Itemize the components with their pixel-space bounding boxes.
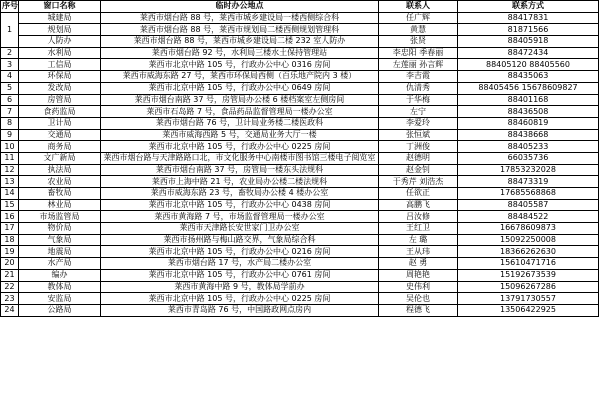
serial-cell: 2 (1, 47, 19, 59)
table-body (1, 12, 599, 316)
address-cell: 莱西市烟台路 17 号，水产局二楼办公室 (101, 258, 379, 270)
serial-cell: 11 (1, 152, 19, 164)
address-cell: 莱西市北京中路 105 号，行政办公中心 0225 房间 (101, 141, 379, 153)
window-name-cell: 畜牧局 (19, 188, 101, 200)
table-row (1, 12, 599, 24)
contact-cell: 吕汝修 (379, 211, 458, 223)
table-row (1, 71, 599, 83)
contact-cell: 张恒斌 (379, 129, 458, 141)
table-row (1, 106, 599, 118)
address-cell: 莱西市烟台路与天津路路口北，市文化服务中心南楼市图书馆三楼电子阅览室 (101, 152, 379, 164)
serial-cell: 6 (1, 94, 19, 106)
phone-cell: 88472434 (458, 47, 599, 59)
phone-cell: 18366262630 (458, 246, 599, 258)
window-name-cell: 卫计局 (19, 117, 101, 129)
serial-cell: 15 (1, 199, 19, 211)
serial-cell: 18 (1, 234, 19, 246)
window-name-cell: 食药监局 (19, 106, 101, 118)
address-cell: 莱西市威海东路 23 号，畜牧局办公楼 4 楼办公室 (101, 188, 379, 200)
serial-cell: 23 (1, 293, 19, 305)
serial-cell: 21 (1, 269, 19, 281)
address-cell: 莱西市北京中路 105 号，行政办公中心 0761 房间 (101, 269, 379, 281)
serial-cell: 10 (1, 141, 19, 153)
address-cell: 莱西市烟台路 92 号，水利局三楼水土保持管理站 (101, 47, 379, 59)
window-name-cell: 执法局 (19, 164, 101, 176)
phone-cell: 88417831 (458, 12, 599, 24)
phone-cell: 88435063 (458, 71, 599, 83)
header-phone: 联系方式 (458, 1, 599, 13)
address-cell: 莱西市青岛路 76 号，中国路政网点房内 (101, 304, 379, 316)
address-cell: 莱西市天津路长安世家门卫办公室 (101, 223, 379, 235)
serial-cell: 1 (1, 12, 19, 47)
phone-cell: 15096267286 (458, 281, 599, 293)
phone-cell: 88473319 (458, 176, 599, 188)
table-row (1, 281, 599, 293)
phone-cell: 88405587 (458, 199, 599, 211)
contact-cell: 王从玮 (379, 246, 458, 258)
window-name-cell: 商务局 (19, 141, 101, 153)
table-row (1, 199, 599, 211)
window-name-cell: 安监局 (19, 293, 101, 305)
window-name-cell: 公路局 (19, 304, 101, 316)
address-cell: 莱西市烟台路 76 号，卫计局业务楼二楼医政科 (101, 117, 379, 129)
table-row (1, 304, 599, 316)
header-window-name: 窗口名称 (19, 1, 101, 13)
table-row (1, 246, 599, 258)
phone-cell: 17685568868 (458, 188, 599, 200)
table-row (1, 36, 599, 48)
contact-cell: 高鹏飞 (379, 199, 458, 211)
window-name-cell: 人防办 (19, 36, 101, 48)
address-cell: 莱西市烟台路 88 号，莱西市城乡建设局一楼西侧综合科 (101, 12, 379, 24)
window-name-cell: 文广新局 (19, 152, 101, 164)
serial-cell: 12 (1, 164, 19, 176)
table-row (1, 258, 599, 270)
window-name-cell: 水产局 (19, 258, 101, 270)
address-cell: 莱西市北京中路 105 号，行政办公中心 0649 房间 (101, 82, 379, 94)
table-row (1, 188, 599, 200)
table-row (1, 234, 599, 246)
phone-cell: 81871566 (458, 24, 599, 36)
window-name-cell: 规划局 (19, 24, 101, 36)
table-row (1, 24, 599, 36)
address-cell: 莱西市威海东路 27 号，莱西市环保局西侧（百乐地产院内 3 楼） (101, 71, 379, 83)
window-name-cell: 城建局 (19, 12, 101, 24)
contact-cell: 左宁 (379, 106, 458, 118)
phone-cell: 15092250008 (458, 234, 599, 246)
serial-cell: 8 (1, 117, 19, 129)
phone-cell: 88460819 (458, 117, 599, 129)
address-cell: 莱西市威海西路 5 号，交通局业务大厅一楼 (101, 129, 379, 141)
contact-cell: 丁洲俊 (379, 141, 458, 153)
phone-cell: 88405120 88405560 (458, 59, 599, 71)
serial-cell: 16 (1, 211, 19, 223)
contact-cell: 吴伦也 (379, 293, 458, 305)
serial-cell: 7 (1, 106, 19, 118)
serial-cell: 3 (1, 59, 19, 71)
header-serial: 序号 (2, 1, 18, 11)
serial-cell: 20 (1, 258, 19, 270)
table-row (1, 164, 599, 176)
window-name-cell: 房管局 (19, 94, 101, 106)
address-cell: 莱西市黄海路 7 号，市场监督管理局一楼办公室 (101, 211, 379, 223)
contact-cell: 任广辉 (379, 12, 458, 24)
phone-cell: 17853232028 (458, 164, 599, 176)
contact-cell: 程德飞 (379, 304, 458, 316)
table-row (1, 94, 599, 106)
table-row (1, 129, 599, 141)
address-cell: 莱西市烟台南路 37 号，房管局一楼东头法规科 (101, 164, 379, 176)
header-contact: 联系人 (379, 1, 458, 13)
serial-cell: 24 (1, 304, 19, 316)
serial-cell: 13 (1, 176, 19, 188)
phone-cell: 88405233 (458, 141, 599, 153)
window-name-cell: 气象局 (19, 234, 101, 246)
contact-cell: 史伟利 (379, 281, 458, 293)
serial-cell: 14 (1, 188, 19, 200)
phone-cell: 13506422925 (458, 304, 599, 316)
contact-cell: 李爱玲 (379, 117, 458, 129)
address-cell: 莱西市黄海中路 9 号，教体局学前办 (101, 281, 379, 293)
window-name-cell: 环保局 (19, 71, 101, 83)
address-cell: 莱西市北京中路 105 号，行政办公中心 0225 房间 (101, 293, 379, 305)
contact-cell: 左 璐 (379, 234, 458, 246)
serial-cell: 22 (1, 281, 19, 293)
contact-cell: 李忠阳 季春丽 (379, 47, 458, 59)
table-row (1, 176, 599, 188)
contact-cell: 黄慧 (379, 24, 458, 36)
table-header-row (1, 1, 599, 13)
address-cell: 莱西市烟台南路 37 号，房管局办公楼 6 楼档案室左侧房间 (101, 94, 379, 106)
table-row (1, 82, 599, 94)
address-cell: 莱西市烟台路 88 号，莱西市规划局二楼西侧规划管理科 (101, 24, 379, 36)
contact-cell: 赵 勇 (379, 258, 458, 270)
contact-cell: 李吉霞 (379, 71, 458, 83)
phone-cell: 88405918 (458, 36, 599, 48)
serial-cell: 17 (1, 223, 19, 235)
contact-cell: 任欲正 (379, 188, 458, 200)
window-name-cell: 物价局 (19, 223, 101, 235)
address-cell: 莱西市北京中路 105 号，行政办公中心 0438 房间 (101, 199, 379, 211)
contact-cell: 张贤 (379, 36, 458, 48)
header-address: 临时办公地点 (101, 1, 379, 13)
window-name-cell: 林业局 (19, 199, 101, 211)
table-row (1, 223, 599, 235)
contact-cell: 周艳艳 (379, 269, 458, 281)
contact-cell: 赵德明 (379, 152, 458, 164)
phone-cell: 66035736 (458, 152, 599, 164)
phone-cell: 88401168 (458, 94, 599, 106)
phone-cell: 88436508 (458, 106, 599, 118)
contact-cell: 赵金钊 (379, 164, 458, 176)
phone-cell: 16678609873 (458, 223, 599, 235)
table-row (1, 269, 599, 281)
table-row (1, 211, 599, 223)
serial-cell: 4 (1, 71, 19, 83)
window-name-cell: 编办 (19, 269, 101, 281)
address-cell: 莱西市北京中路 105 号，行政办公中心 0316 房间 (101, 59, 379, 71)
address-cell: 莱西市北京中路 105 号，行政办公中心 0216 房间 (101, 246, 379, 258)
window-name-cell: 农业局 (19, 176, 101, 188)
phone-cell: 88438668 (458, 129, 599, 141)
table-row (1, 59, 599, 71)
phone-cell: 13791730557 (458, 293, 599, 305)
serial-cell: 5 (1, 82, 19, 94)
window-name-cell: 地震局 (19, 246, 101, 258)
phone-cell: 88405456 15678609827 (458, 82, 599, 94)
window-name-cell: 水利局 (19, 47, 101, 59)
address-cell: 莱西市石岛路 7 号，食品药品监督管理局一楼办公室 (101, 106, 379, 118)
phone-cell: 88484522 (458, 211, 599, 223)
table-row (1, 152, 599, 164)
window-name-cell: 教体局 (19, 281, 101, 293)
phone-cell: 15192673539 (458, 269, 599, 281)
contact-cell: 于秀芹 刘浩杰 (379, 176, 458, 188)
table-row (1, 47, 599, 59)
contact-cell: 左莲丽 孙言辉 (379, 59, 458, 71)
window-name-cell: 工信局 (19, 59, 101, 71)
contact-cell: 王红卫 (379, 223, 458, 235)
contact-cell: 仇清秀 (379, 82, 458, 94)
serial-cell: 9 (1, 129, 19, 141)
contact-cell: 于华梅 (379, 94, 458, 106)
window-name-cell: 发改局 (19, 82, 101, 94)
serial-cell: 19 (1, 246, 19, 258)
window-name-cell: 交通局 (19, 129, 101, 141)
table-row (1, 293, 599, 305)
address-cell: 莱西市上海中路 21 号，农业局办公楼二楼法规科 (101, 176, 379, 188)
table-row (1, 141, 599, 153)
phone-cell: 15610471716 (458, 258, 599, 270)
window-name-cell: 市场监管局 (19, 211, 101, 223)
address-cell: 莱西市烟台路 88 号，莱西市城乡建设局二楼 232 室人防办 (101, 36, 379, 48)
table-row (1, 117, 599, 129)
address-cell: 莱西市扬州路与梅山路交界，气象局综合科 (101, 234, 379, 246)
